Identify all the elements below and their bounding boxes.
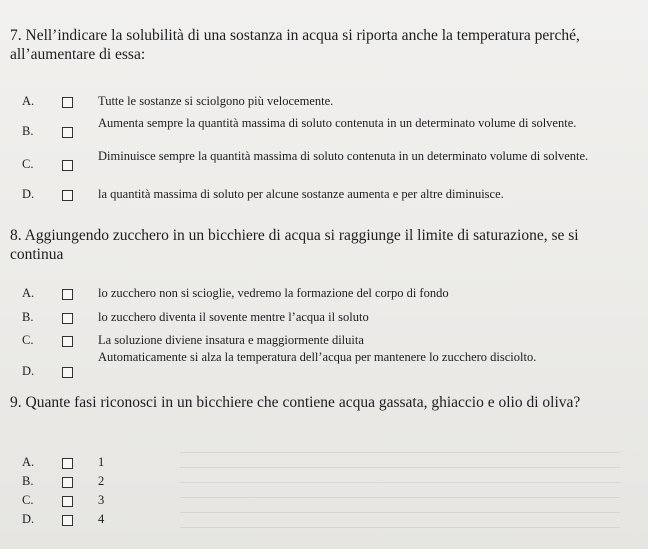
- option-text: Automaticamente si alza la temperatura dell’acqua per mantenere lo zucchero disciolto.: [98, 350, 537, 364]
- show-through-texture: [180, 438, 620, 538]
- option-letter: A.: [22, 94, 35, 108]
- checkbox[interactable]: [62, 477, 73, 488]
- checkbox[interactable]: [62, 160, 73, 171]
- option-text: lo zucchero non si scioglie, vedremo la formazione del corpo di fondo: [98, 286, 449, 300]
- option-text: 2: [98, 474, 105, 488]
- option-letter: B.: [22, 310, 34, 324]
- option-letter: C.: [22, 493, 34, 507]
- option-text: 4: [98, 512, 105, 526]
- option-text: lo zucchero diventa il sovente mentre l’acqua il soluto: [98, 310, 369, 324]
- checkbox[interactable]: [62, 336, 73, 347]
- checkbox[interactable]: [62, 127, 73, 138]
- checkbox[interactable]: [62, 97, 73, 108]
- option-letter: D.: [22, 187, 35, 201]
- checkbox[interactable]: [62, 313, 73, 324]
- question-9-text: 9. Quante fasi riconosci in un bicchiere che contiene acqua gassata, ghiaccio e olio di oliva?: [10, 394, 581, 411]
- option-letter: A.: [22, 455, 35, 469]
- option-text: 3: [98, 493, 105, 507]
- option-letter: C.: [22, 157, 34, 171]
- option-text: 1: [98, 455, 105, 469]
- option-text: Aumenta sempre la quantità massima di soluto contenuta in un determinato volume di solvente.: [98, 116, 577, 130]
- checkbox[interactable]: [62, 496, 73, 507]
- option-text: La soluzione diviene insatura e maggiormente diluita: [98, 333, 364, 347]
- option-letter: C.: [22, 333, 34, 347]
- checkbox[interactable]: [62, 367, 73, 378]
- checkbox[interactable]: [62, 190, 73, 201]
- option-letter: A.: [22, 286, 35, 300]
- checkbox[interactable]: [62, 515, 73, 526]
- option-text: Diminuisce sempre la quantità massima di soluto contenuta in un determinato volume di solvente.: [98, 149, 589, 163]
- option-text: la quantità massima di soluto per alcune sostanze aumenta e per altre diminuisce.: [98, 187, 504, 201]
- checkbox[interactable]: [62, 458, 73, 469]
- option-text: Tutte le sostanze si sciolgono più velocemente.: [98, 94, 334, 108]
- option-letter: B.: [22, 474, 34, 488]
- checkbox[interactable]: [62, 289, 73, 300]
- option-letter: D.: [22, 512, 35, 526]
- option-letter: D.: [22, 364, 35, 378]
- question-7-text: 7. Nell’indicare la solubilità di una sostanza in acqua si riporta anche la temperatura perché, all’aumentare di essa:: [10, 27, 580, 63]
- question-8-text: 8. Aggiungendo zucchero in un bicchiere di acqua si raggiunge il limite di saturazione, se si continua: [10, 227, 579, 263]
- option-letter: B.: [22, 124, 34, 138]
